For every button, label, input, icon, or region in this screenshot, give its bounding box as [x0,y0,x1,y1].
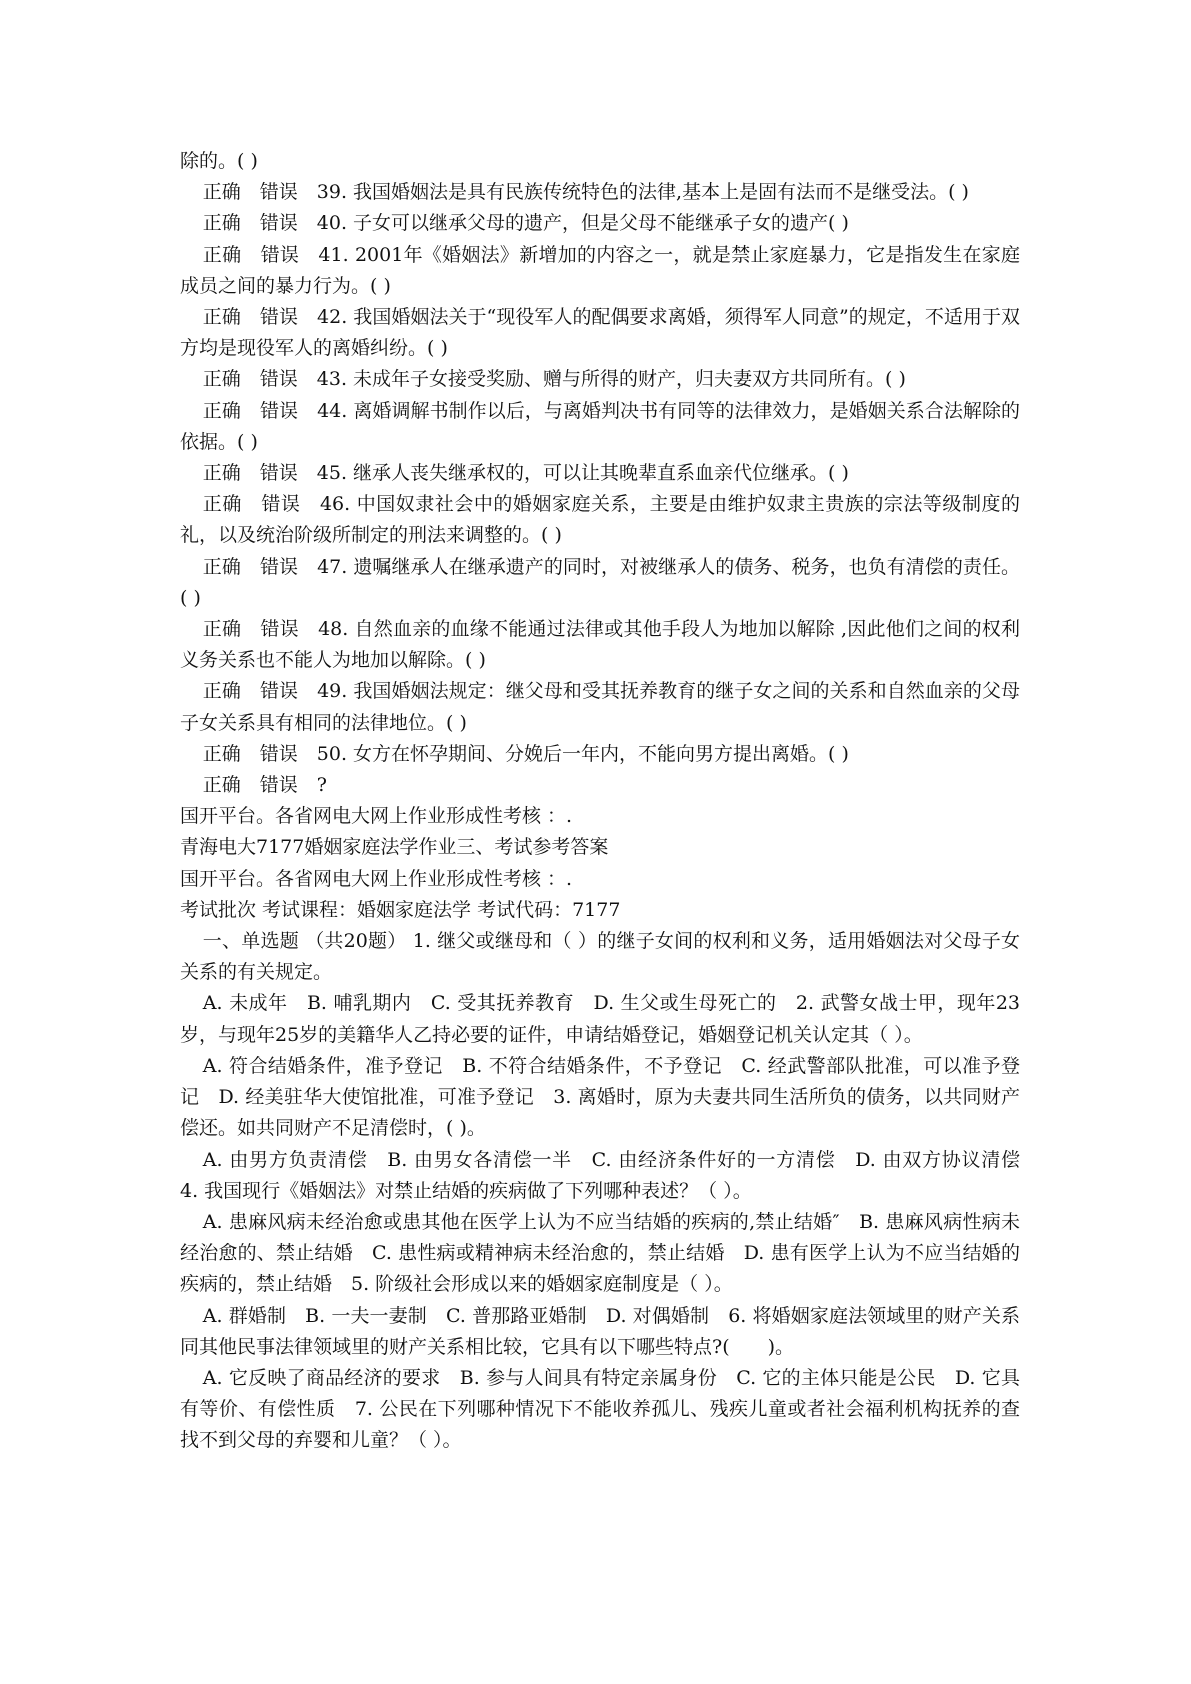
paragraph: 青海电大7177婚姻家庭法学作业三、考试参考答案 [180,836,609,859]
paragraph: 考试批次 考试课程：婚姻家庭法学 考试代码：7177 [180,898,621,921]
paragraph: 正确 错误 45. 继承人丧失继承权的，可以让其晚辈直系血亲代位继承。( ) [202,462,849,485]
paragraph: 正确 错误 49. 我国婚姻法规定：继父母和受其抚养教育的继子女之间的关系和自然血亲的父母子女关系具有相同的法律地位。( ) [180,680,1020,734]
paragraph: 正确 错误 47. 遗嘱继承人在继承遗产的同时，对被继承人的债务、税务，也负有清偿的责任。( ) [180,555,1020,609]
paragraph: 一、单选题 （共20题） 1. 继父或继母和（ ）的继子女间的权利和义务，适用婚姻法对父母子女关系的有关规定。 [180,930,1020,984]
paragraph: 除的。( ) [180,150,258,172]
paragraph: A. 未成年 B. 哺乳期内 C. 受其抚养教育 D. 生父或生母死亡的 2. 武警女战士甲，现年23岁，与现年25岁的美籍华人乙持必要的证件，申请结婚登记，婚姻登记机关认定其（ ）。 [180,992,1020,1046]
paragraph: 正确 错误 ? [202,774,327,797]
paragraph: 正确 错误 42. 我国婚姻法关于“现役军人的配偶要求离婚，须得军人同意”的规定，不适用于双方均是现役军人的离婚纠纷。( ) [180,306,1020,360]
paragraph: 正确 错误 40. 子女可以继承父母的遗产，但是父母不能继承子女的遗产( ) [202,212,849,235]
paragraph: 正确 错误 44. 离婚调解书制作以后，与离婚判决书有同等的法律效力，是婚姻关系合法解除的依据。( ) [180,399,1020,453]
document-body [180,146,1040,1457]
paragraph: A. 由男方负责清偿 B. 由男女各清偿一半 C. 由经济条件好的一方清偿 D. 由双方协议清偿 4. 我国现行《婚姻法》对禁止结婚的疾病做了下列哪种表述？（ ）。 [180,1148,1040,1202]
paragraph: A. 群婚制 B. 一夫一妻制 C. 普那路亚婚制 D. 对偶婚制 6. 将婚姻家庭法领域里的财产关系同其他民事法律领域里的财产关系相比较，它具有以下哪些特点?( )。 [180,1304,1020,1358]
paragraph: 正确 错误 43. 未成年子女接受奖励、赠与所得的财产，归夫妻双方共同所有。( ) [202,368,906,391]
paragraph: 国开平台。各省网电大网上作业形成性考核 ：. [180,805,573,828]
paragraph: 正确 错误 50. 女方在怀孕期间、分娩后一年内，不能向男方提出离婚。( ) [202,742,849,765]
paragraph: 国开平台。各省网电大网上作业形成性考核 ：. [180,867,573,890]
paragraph: 正确 错误 48. 自然血亲的血缘不能通过法律或其他手段人为地加以解除 ,因此他们之间的权利义务关系也不能人为地加以解除。( ) [180,618,1020,672]
paragraph: A. 符合结婚条件，准予登记 B. 不符合结婚条件，不予登记 C. 经武警部队批准，可以准予登记 D. 经美驻华大使馆批准，可准予登记 3. 离婚时，原为夫妻共同生活所负的债务，以共同财产偿还。如共同财产不足清偿时，( )。 [180,1054,1020,1140]
paragraph: A. 它反映了商品经济的要求 B. 参与人间具有特定亲属身份 C. 它的主体只能是公民 D. 它具有等价、有偿性质 7. 公民在下列哪种情况下不能收养孤儿、残疾儿童或者社会福利机构抚养的查找不到父母的弃婴和儿童？（ ）。 [180,1366,1020,1452]
paragraph: 正确 错误 39. 我国婚姻法是具有民族传统特色的法律,基本上是固有法而不是继受法。( ) [202,181,969,204]
paragraph: A. 患麻风病未经治愈或患其他在医学上认为不应当结婚的疾病的,禁止结婚″ B. 患麻风病性病未经治愈的、禁止结婚 C. 患性病或精神病未经治愈的，禁止结婚 D. 患有医学上认为不应当结婚的疾病的，禁止结婚 5. 阶级社会形成以来的婚姻家庭制度是（ ）。 [180,1210,1020,1296]
paragraph: 正确 错误 46. 中国奴隶社会中的婚姻家庭关系，主要是由维护奴隶主贵族的宗法等级制度的礼，以及统治阶级所制定的刑法来调整的。( ) [180,493,1020,547]
paragraph: 正确 错误 41. 2001年《婚姻法》新增加的内容之一，就是禁止家庭暴力，它是指发生在家庭成员之间的暴力行为。( ) [180,243,1020,297]
